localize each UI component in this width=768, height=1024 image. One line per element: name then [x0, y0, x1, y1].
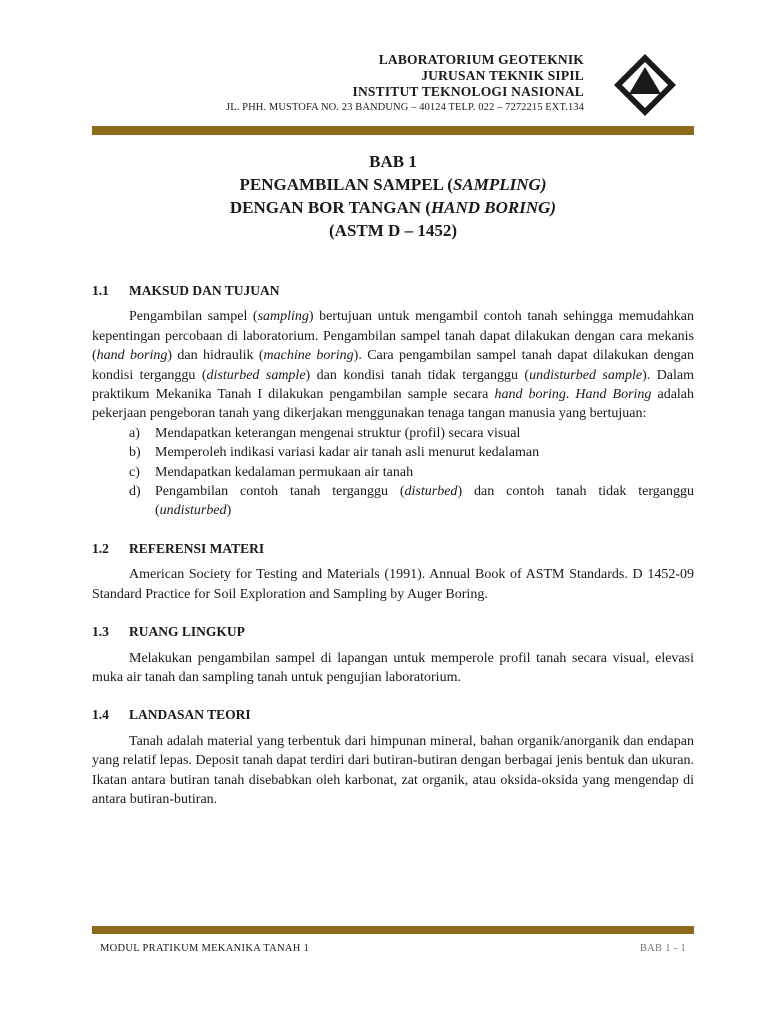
- chapter-number: BAB 1: [369, 152, 417, 171]
- title-line-2: PENGAMBILAN SAMPEL (SAMPLING): [239, 175, 547, 194]
- list-item: c) Mendapatkan kedalaman permukaan air tanah: [129, 464, 414, 480]
- section-heading: [92, 705, 694, 724]
- address-line: JL. PHH. MUSTOFA NO. 23 BANDUNG – 40124 TELP. 022 – 7272215 EXT.134: [226, 102, 584, 113]
- footer-divider: [92, 926, 694, 934]
- section-heading: [92, 622, 694, 641]
- paragraph: Melakukan pengambilan sampel di lapangan untuk memperole profil tanah secara visual, elevasi muka air tanah dan sampling tanah untuk pengujian laboratorium.: [92, 650, 694, 685]
- section-number: 1.1: [92, 283, 109, 298]
- section-number: 1.2: [92, 540, 109, 556]
- letterhead-text: [226, 52, 584, 115]
- section-number: 1.3: [92, 624, 109, 640]
- document-body: [92, 281, 694, 809]
- list-item: d) Pengambilan contoh tanah terganggu (disturbed) dan contoh tanah tidak terganggu (undisturbed): [129, 484, 694, 519]
- paragraph: Tanah adalah material yang terbentuk dari himpunan mineral, bahan organik/anorganik dan endapan yang relatif lepas. Deposit tanah dapat terdiri dari butiran-butiran dengan berbagai jenis bentuk dan ukuran. Ikatan antara butiran tanah disebabkan oleh karbonat, zat organik, atau oksida-oksida yang mengendap di antara butiran-butiran.: [92, 733, 694, 807]
- list-item: a) Mendapatkan keterangan mengenai struktur (profil) secara visual: [129, 425, 521, 441]
- section-heading: [92, 281, 694, 300]
- header-divider: [92, 126, 694, 135]
- chapter-title: [92, 150, 694, 242]
- institute-name: INSTITUT TEKNOLOGI NASIONAL: [352, 84, 584, 99]
- footer-page-number: BAB 1 - 1: [639, 943, 686, 954]
- section-number: 1.4: [92, 707, 109, 723]
- purpose-list: [92, 424, 694, 521]
- section-title: MAKSUD DAN TUJUAN: [129, 283, 280, 298]
- lab-name: LABORATORIUM GEOTEKNIK: [378, 52, 584, 67]
- paragraph: American Society for Testing and Materials (1991). Annual Book of ASTM Standards. D 1452-09 Standard Practice for Soil Exploration and Sampling by Auger Boring.: [92, 567, 694, 602]
- paragraph: Pengambilan sampel (sampling) bertujuan untuk mengambil contoh tanah sehingga memudahkan kepentingan percobaan di laboratorium. Pengambilan sampel tanah dapat dilakukan dengan cara mekanis (hand boring) dan hidraulik (machine boring). Cara pengambilan sampel tanah dapat dilakukan dengan kondisi terganggu (disturbed sample) dan kondisi tanah tidak terganggu (undisturbed sample). Dalam praktikum Mekanika Tanah I dilakukan pengambilan sample secara hand boring. Hand Boring adalah pekerjaan pengeboran tanah yang dikerjakan menggunakan tenaga tangan manusia yang bertujuan:: [92, 309, 695, 422]
- letterhead: [92, 52, 694, 134]
- section-title: RUANG LINGKUP: [129, 624, 245, 640]
- section-title: REFERENSI MATERI: [129, 540, 265, 556]
- section-heading: [92, 539, 694, 558]
- list-item: b) Memperoleh indikasi variasi kadar air tanah asli menurut kedalaman: [129, 445, 540, 461]
- department-name: JURUSAN TEKNIK SIPIL: [421, 68, 584, 83]
- title-line-3: DENGAN BOR TANGAN (HAND BORING): [229, 198, 557, 217]
- title-line-4: (ASTM D – 1452): [329, 221, 457, 240]
- footer-module-title: MODUL PRATIKUM MEKANIKA TANAH 1: [100, 943, 310, 954]
- section-title: LANDASAN TEORI: [129, 707, 251, 723]
- diamond-triangle-logo-icon: [612, 52, 678, 118]
